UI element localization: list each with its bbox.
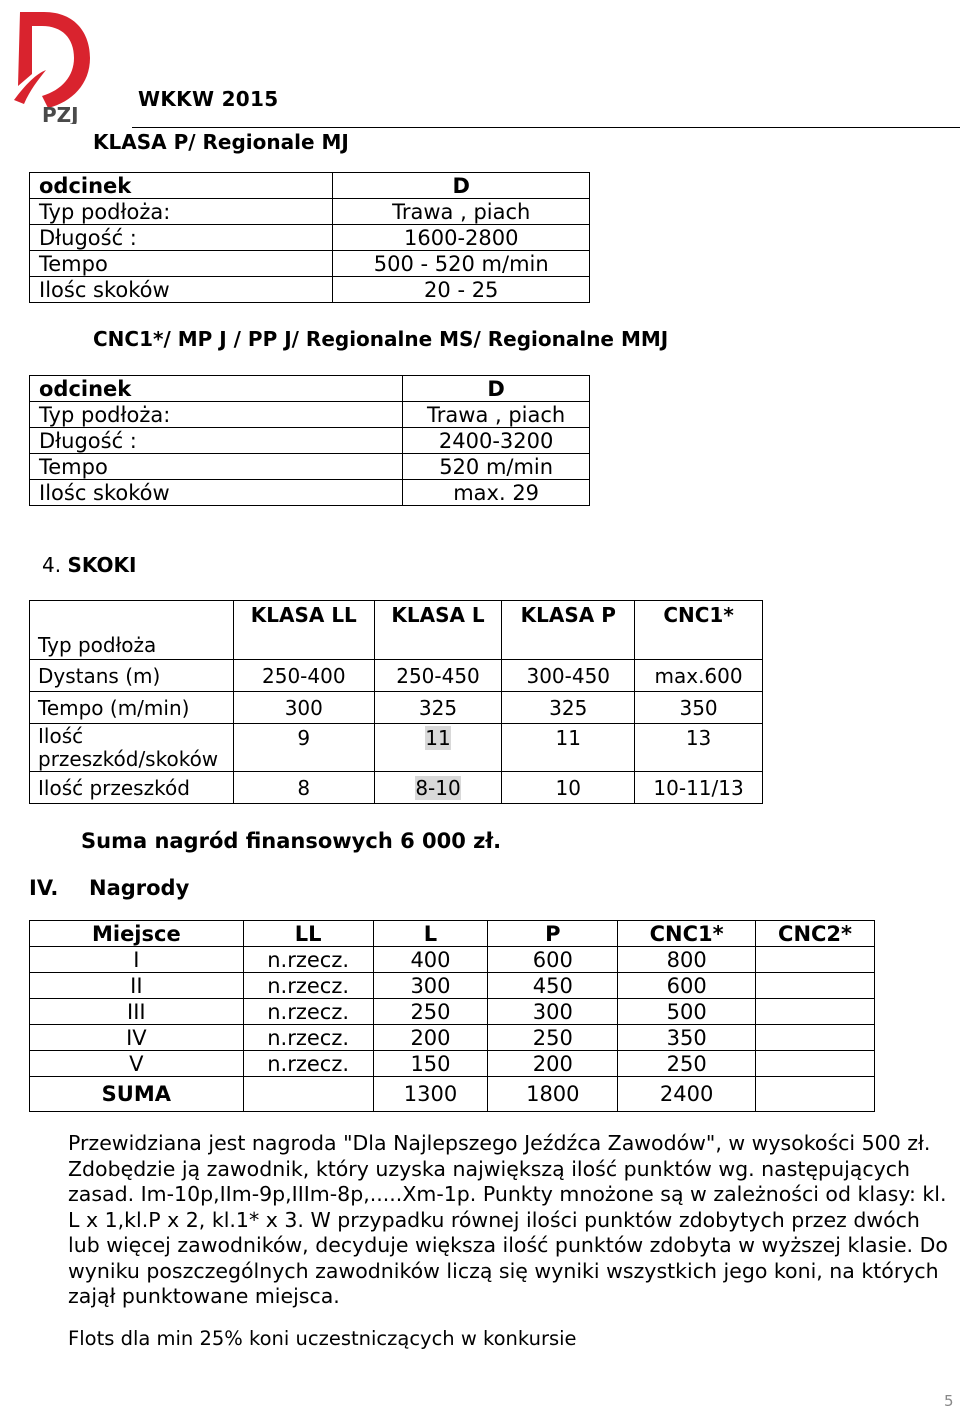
row-label: Tempo (m/min) xyxy=(30,692,234,724)
table-cell: 11 xyxy=(502,724,635,772)
table-row xyxy=(30,454,590,480)
table-row xyxy=(30,973,875,999)
prizes-table xyxy=(29,920,875,1112)
table-cell: 1800 xyxy=(488,1077,618,1112)
table-cell xyxy=(756,973,875,999)
table-cell: 10 xyxy=(502,772,635,804)
header-rule xyxy=(132,127,960,128)
row-value: 500 - 520 m/min xyxy=(333,251,590,277)
skoki-table xyxy=(29,600,763,804)
row-label: Ilość przeszkód xyxy=(30,772,234,804)
row-value: Trawa , piach xyxy=(333,199,590,225)
page-number: 5 xyxy=(944,1392,954,1410)
table-cell: 1300 xyxy=(373,1077,488,1112)
table-row xyxy=(30,199,590,225)
table-header-row xyxy=(30,921,875,947)
table-row xyxy=(30,277,590,303)
place-cell: V xyxy=(30,1051,244,1077)
table-cell: max.600 xyxy=(635,660,763,692)
table-row xyxy=(30,402,590,428)
table-cell: n.rzecz. xyxy=(243,1051,373,1077)
prizes-title: Nagrody xyxy=(89,876,190,900)
table-row xyxy=(30,251,590,277)
table-cell: 325 xyxy=(374,692,502,724)
table-cell: 200 xyxy=(488,1051,618,1077)
section-p-title: KLASA P/ Regionale MJ xyxy=(93,130,349,154)
table-cell: 400 xyxy=(373,947,488,973)
table-row xyxy=(30,376,590,402)
table-cell: 250-400 xyxy=(233,660,374,692)
table-cell xyxy=(756,1077,875,1112)
column-header: KLASA L xyxy=(374,601,502,660)
skoki-heading xyxy=(42,553,136,577)
row-label: Ilość przeszkód/skoków xyxy=(30,724,234,772)
table-cell: 500 xyxy=(618,999,756,1025)
row-label: Ilośc skoków xyxy=(30,480,403,506)
table-cell: n.rzecz. xyxy=(243,947,373,973)
table-cell: 13 xyxy=(635,724,763,772)
table-cell: 200 xyxy=(373,1025,488,1051)
skoki-title: SKOKI xyxy=(67,553,137,577)
place-cell: II xyxy=(30,973,244,999)
table-cell xyxy=(243,1077,373,1112)
table-header-row xyxy=(30,601,763,660)
column-header: KLASA P xyxy=(502,601,635,660)
table-cell xyxy=(374,724,502,772)
table-row xyxy=(30,692,763,724)
column-header: P xyxy=(488,921,618,947)
flots-note: Flots dla min 25% koni uczestniczących w konkursie xyxy=(68,1327,577,1350)
table-row xyxy=(30,173,590,199)
column-header: KLASA LL xyxy=(233,601,374,660)
place-cell: IV xyxy=(30,1025,244,1051)
table-cell: 250-450 xyxy=(374,660,502,692)
table-row xyxy=(30,660,763,692)
table-cell xyxy=(756,1051,875,1077)
row-label: Typ podłoża: xyxy=(30,199,333,225)
table-cell: 10-11/13 xyxy=(635,772,763,804)
row-label: Tempo xyxy=(30,251,333,277)
row-label: Ilośc skoków xyxy=(30,277,333,303)
row-label: Długość : xyxy=(30,428,403,454)
pzj-logo xyxy=(6,4,96,124)
table-row xyxy=(30,947,875,973)
highlighted-value: 8-10 xyxy=(415,775,461,800)
highlighted-value: 11 xyxy=(425,726,451,750)
table-cell: 150 xyxy=(373,1051,488,1077)
row-label: Dystans (m) xyxy=(30,660,234,692)
table-row xyxy=(30,225,590,251)
table-cell: 300-450 xyxy=(502,660,635,692)
table-cell: 300 xyxy=(373,973,488,999)
table-row xyxy=(30,772,763,804)
row-label: odcinek xyxy=(30,376,403,402)
table-cell: 350 xyxy=(635,692,763,724)
table-cell xyxy=(374,772,502,804)
section-p-table xyxy=(29,172,590,303)
table-cell: 800 xyxy=(618,947,756,973)
table-cell xyxy=(756,1025,875,1051)
place-cell: III xyxy=(30,999,244,1025)
skoki-number: 4. xyxy=(42,553,62,577)
header-title: WKKW 2015 xyxy=(138,87,279,111)
table-row xyxy=(30,999,875,1025)
row-label: Typ podłoża xyxy=(30,601,234,660)
row-label: Tempo xyxy=(30,454,403,480)
award-paragraph: Przewidziana jest nagroda "Dla Najlepszego Jeźdźca Zawodów", w wysokości 500 zł. Zdobędzie ją zawodnik, który uzyska największą ilość punktów wg. następujących zasad. Im-10p,IIm-9p,IIIm-8p,.....Xm-1p. Punkty mnożone są w zależności od klasy: kl. L x 1,kl.P x 2, kl.1* x 3. W przypadku równej ilości punktów zdobytych przez dwóch lub więcej zawodników, decyduje większa ilość punktów zdobyta w wyższej klasie. Do wyniku poszczególnych zawodników liczą się wyniki wszystkich jego koni, na których zajął punktowane miejsca. xyxy=(68,1131,948,1308)
column-header: LL xyxy=(243,921,373,947)
logo-text: PZJ xyxy=(42,103,79,124)
table-cell xyxy=(756,947,875,973)
table-row xyxy=(30,480,590,506)
row-value: 1600-2800 xyxy=(333,225,590,251)
row-value: D xyxy=(333,173,590,199)
sum-label: SUMA xyxy=(30,1077,244,1112)
column-header: L xyxy=(373,921,488,947)
table-cell: n.rzecz. xyxy=(243,1025,373,1051)
table-cell: n.rzecz. xyxy=(243,999,373,1025)
table-cell: 600 xyxy=(618,973,756,999)
section-numeral: IV. xyxy=(29,876,59,900)
table-cell: 325 xyxy=(502,692,635,724)
table-cell: 2400 xyxy=(618,1077,756,1112)
row-value: 520 m/min xyxy=(403,454,590,480)
section-cnc-title: CNC1*/ MP J / PP J/ Regionalne MS/ Regionalne MMJ xyxy=(93,327,669,351)
table-cell: 300 xyxy=(233,692,374,724)
sum-row xyxy=(30,1077,875,1112)
prize-sum-text: Suma nagród finansowych 6 000 zł. xyxy=(81,829,502,853)
table-row xyxy=(30,1051,875,1077)
row-value: Trawa , piach xyxy=(403,402,590,428)
table-cell: n.rzecz. xyxy=(243,973,373,999)
table-row xyxy=(30,724,763,772)
section-cnc-table xyxy=(29,375,590,506)
table-cell: 250 xyxy=(373,999,488,1025)
table-row xyxy=(30,1025,875,1051)
table-cell: 450 xyxy=(488,973,618,999)
table-cell: 9 xyxy=(233,724,374,772)
column-header: Miejsce xyxy=(30,921,244,947)
table-cell: 300 xyxy=(488,999,618,1025)
row-value: 2400-3200 xyxy=(403,428,590,454)
table-cell xyxy=(756,999,875,1025)
row-value: D xyxy=(403,376,590,402)
table-row xyxy=(30,428,590,454)
column-header: CNC1* xyxy=(618,921,756,947)
table-cell: 250 xyxy=(618,1051,756,1077)
table-cell: 250 xyxy=(488,1025,618,1051)
table-cell: 8 xyxy=(233,772,374,804)
row-label: odcinek xyxy=(30,173,333,199)
column-header: CNC1* xyxy=(635,601,763,660)
table-cell: 600 xyxy=(488,947,618,973)
row-value: 20 - 25 xyxy=(333,277,590,303)
pzj-logo-mark xyxy=(6,4,96,124)
row-label: Typ podłoża: xyxy=(30,402,403,428)
column-header: CNC2* xyxy=(756,921,875,947)
table-cell: 350 xyxy=(618,1025,756,1051)
row-value: max. 29 xyxy=(403,480,590,506)
row-label: Długość : xyxy=(30,225,333,251)
place-cell: I xyxy=(30,947,244,973)
